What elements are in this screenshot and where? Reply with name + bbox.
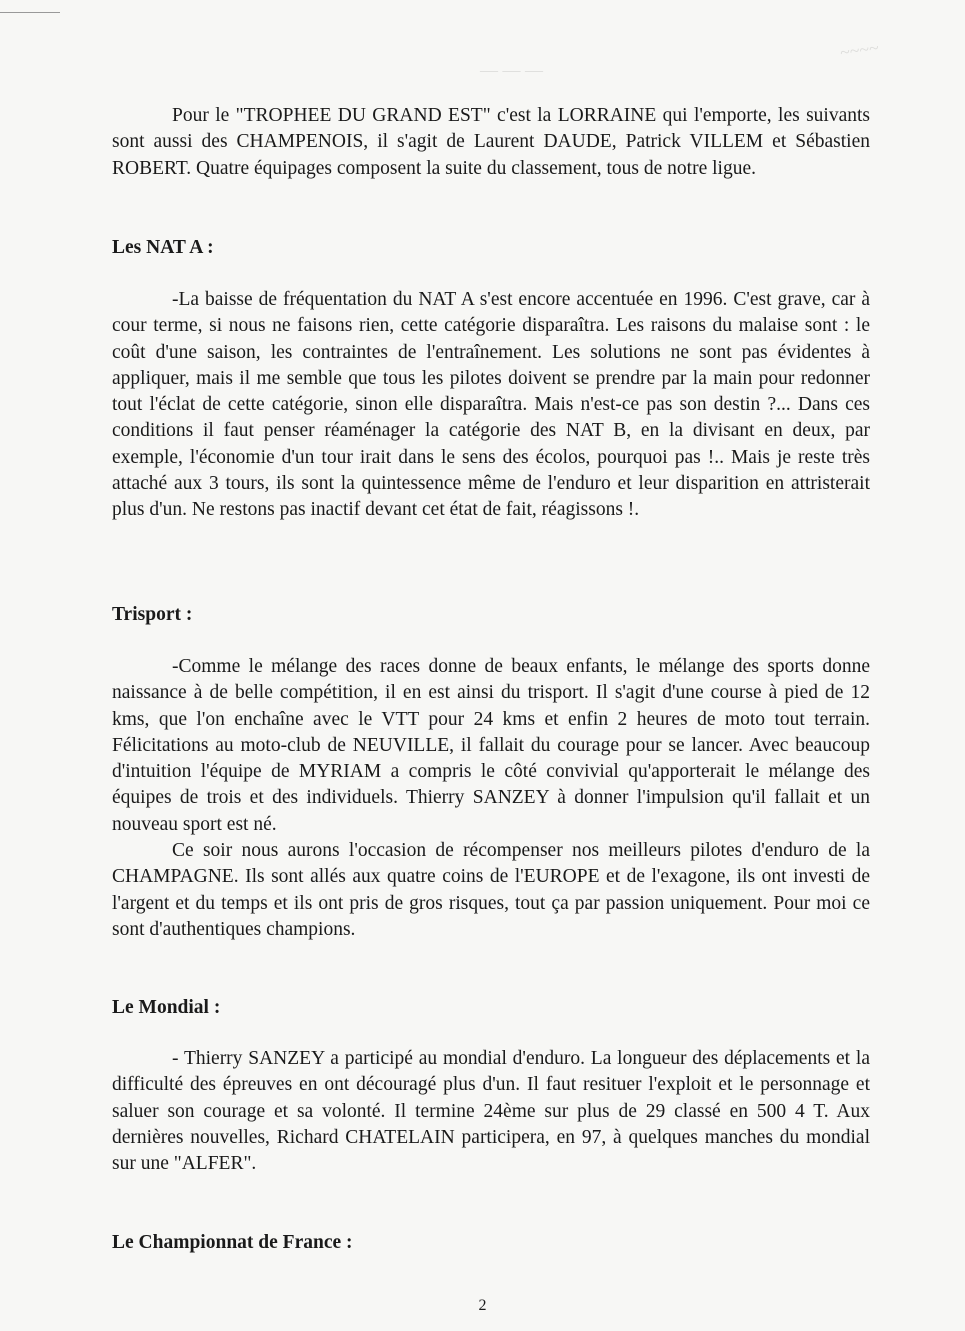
page-number: 2 [478, 1297, 487, 1314]
paragraph-text: -Comme le mélange des races donne de beaux enfants, le mélange des sports donne naissance à de belle compétition, il en est ainsi du trisport. Il s'agit d'une course à pied de 12 kms, que l'on enchaîne avec le VTT pour 24 kms et enfin 2 heures de moto tout terrain. Félicitations au moto-club de NEUVILLE, il fallait du courage pour se lancer. Avec beaucoup d'intuition l'équipe de MYRIAM a compris le côté convivial qu'apporterait le mélange des équipes de trois et des individuels. Thierry SANZEY à donner l'impulsion qu'il fallait et un nouveau sport est né. [112, 656, 870, 835]
paragraph-trisport [112, 654, 870, 943]
paragraph-mondial [112, 1046, 870, 1177]
paragraph-text: -La baisse de fréquentation du NAT A s'est encore accentuée en 1996. C'est grave, car à cour terme, si nous ne faisons rien, cette catégorie disparaîtra. Les raisons du malaise sont : le coût d'une saison, les contraintes de l'entraînement. Les solutions ne sont pas évidentes à appliquer, mais il me semble que tous les pilotes doivent se prendre par la main pour redonner tout l'éclat de cette catégorie, sinon elle disparaîtra. Mais n'est-ce pas son destin ?... Dans ces conditions il faut penser réaménager la catégorie des NAT B, en la divisant en deux, par exemple, l'économie d'un tour irait dans le sens des écolos, pourquoi pas !.. Mais je reste très attaché aux 3 tours, ils sont la quintessence même de l'enduro et leur disparition en attristerait plus d'un. Ne restons pas inactif devant cet état de fait, réagissons !. [112, 289, 870, 521]
paragraph-trophee [112, 103, 870, 182]
heading-championnat: Le Championnat de France : [112, 1232, 353, 1253]
paragraph-text: - Thierry SANZEY a participé au mondial d'enduro. La longueur des déplacements et la difficulté des épreuves en ont découragé plus d'un. Il faut resituer l'exploit et le personnage et saluer son courage et sa volonté. Il termine 24ème sur plus de 29 classé en 500 4 T. Aux dernières nouvelles, Richard CHATELAIN participera, en 97, à quelques manches du mondial sur une "ALFER". [112, 1048, 870, 1175]
paragraph-text: Ce soir nous aurons l'occasion de récompenser nos meilleurs pilotes d'enduro de la CHAMPAGNE. Ils sont allés aux quatre coins de l'EUROPE et de l'exagone, ils ont investi de l'argent et du temps et ils ont pris de gros risques, tout ça par passion uniquement. Pour moi ce sont d'authentiques champions. [112, 840, 870, 940]
heading-trisport: Trisport : [112, 604, 193, 625]
heading-mondial: Le Mondial : [112, 997, 221, 1018]
paragraph-text: Pour le "TROPHEE DU GRAND EST" c'est la LORRAINE qui l'emporte, les suivants sont aussi des CHAMPENOIS, il s'agit de Laurent DAUDE, Patrick VILLEM et Sébastien ROBERT. Quatre équipages composent la suite du classement, tous de notre ligue. [112, 105, 870, 179]
heading-nat-a: Les NAT A : [112, 237, 214, 258]
paragraph-nat-a [112, 287, 870, 524]
show-through-mark: — — — [480, 60, 543, 80]
show-through-mark: ~~~~ [838, 37, 881, 63]
scan-edge-mark [0, 12, 60, 13]
